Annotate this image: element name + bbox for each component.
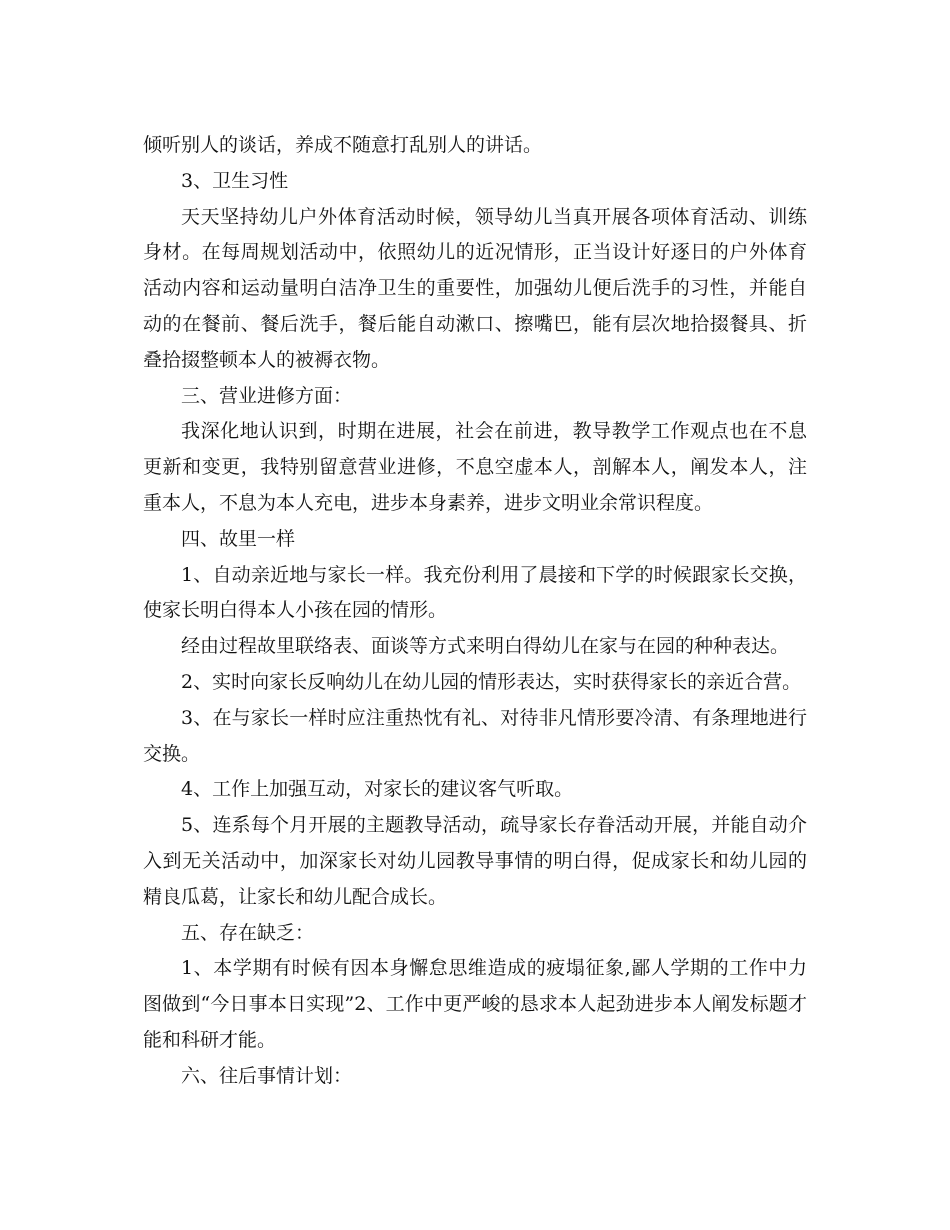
section-heading: 三、营业进修方面： xyxy=(181,384,353,407)
paragraph: 2、实时向家长反响幼儿在幼儿园的情形表达，实时获得家长的亲近合营。 xyxy=(181,670,802,693)
paragraph: 天天坚持幼儿户外体育活动时候，领导幼儿当真开展各项体育活动、训练身材。在每周规划活动中，依照幼儿的近况情形，正当设计好逐日的户外体育活动内容和运动量明白洁净卫生的重要性，加强幼儿便后洗手的习性，并能自动的在餐前、餐后洗手，餐后能自动漱口、擦嘴巴，能有层次地拾掇餐具、折叠拾掇整顿本人的被褥衣物。 xyxy=(143,205,807,371)
paragraph: 3、在与家长一样时应注重热忱有礼、对待非凡情形要冷清、有条理地进行交换。 xyxy=(143,706,807,765)
document-body xyxy=(143,128,807,1095)
section-heading: 四、故里一样 xyxy=(181,527,296,550)
paragraph: 倾听别人的谈话，养成不随意打乱别人的讲话。 xyxy=(143,134,543,156)
section-heading: 3、卫生习性 xyxy=(181,169,289,192)
paragraph: 经由过程故里联络表、面谈等方式来明白得幼儿在家与在园的种种表达。 xyxy=(181,635,790,658)
section-heading: 六、往后事情计划： xyxy=(181,1064,353,1087)
paragraph: 1、本学期有时候有因本身懈怠思维造成的疲塌征象,鄙人学期的工作中力图做到“今日事本日实现”2、工作中更严峻的恳求本人起劲进步本人阐发标题才能和科研才能。 xyxy=(143,957,807,1051)
section-heading: 五、存在缺乏： xyxy=(181,921,315,944)
paragraph: 我深化地认识到，时期在进展，社会在前进，教导教学工作观点也在不息更新和变更，我特别留意营业进修，不息空虚本人，剖解本人，阐发本人，注重本人，不息为本人充电，进步本身素养，进步文明业余常识程度。 xyxy=(143,420,807,514)
paragraph: 1、自动亲近地与家长一样。我充份利用了晨接和下学的时候跟家长交换，使家长明白得本人小孩在园的情形。 xyxy=(143,563,807,622)
paragraph: 5、连系每个月开展的主题教导活动，疏导家长存眷活动开展，并能自动介入到无关活动中，加深家长对幼儿园教导事情的明白得，促成家长和幼儿园的精良瓜葛，让家长和幼儿配合成长。 xyxy=(143,814,807,908)
paragraph: 4、工作上加强互动，对家长的建议客气听取。 xyxy=(181,778,574,801)
